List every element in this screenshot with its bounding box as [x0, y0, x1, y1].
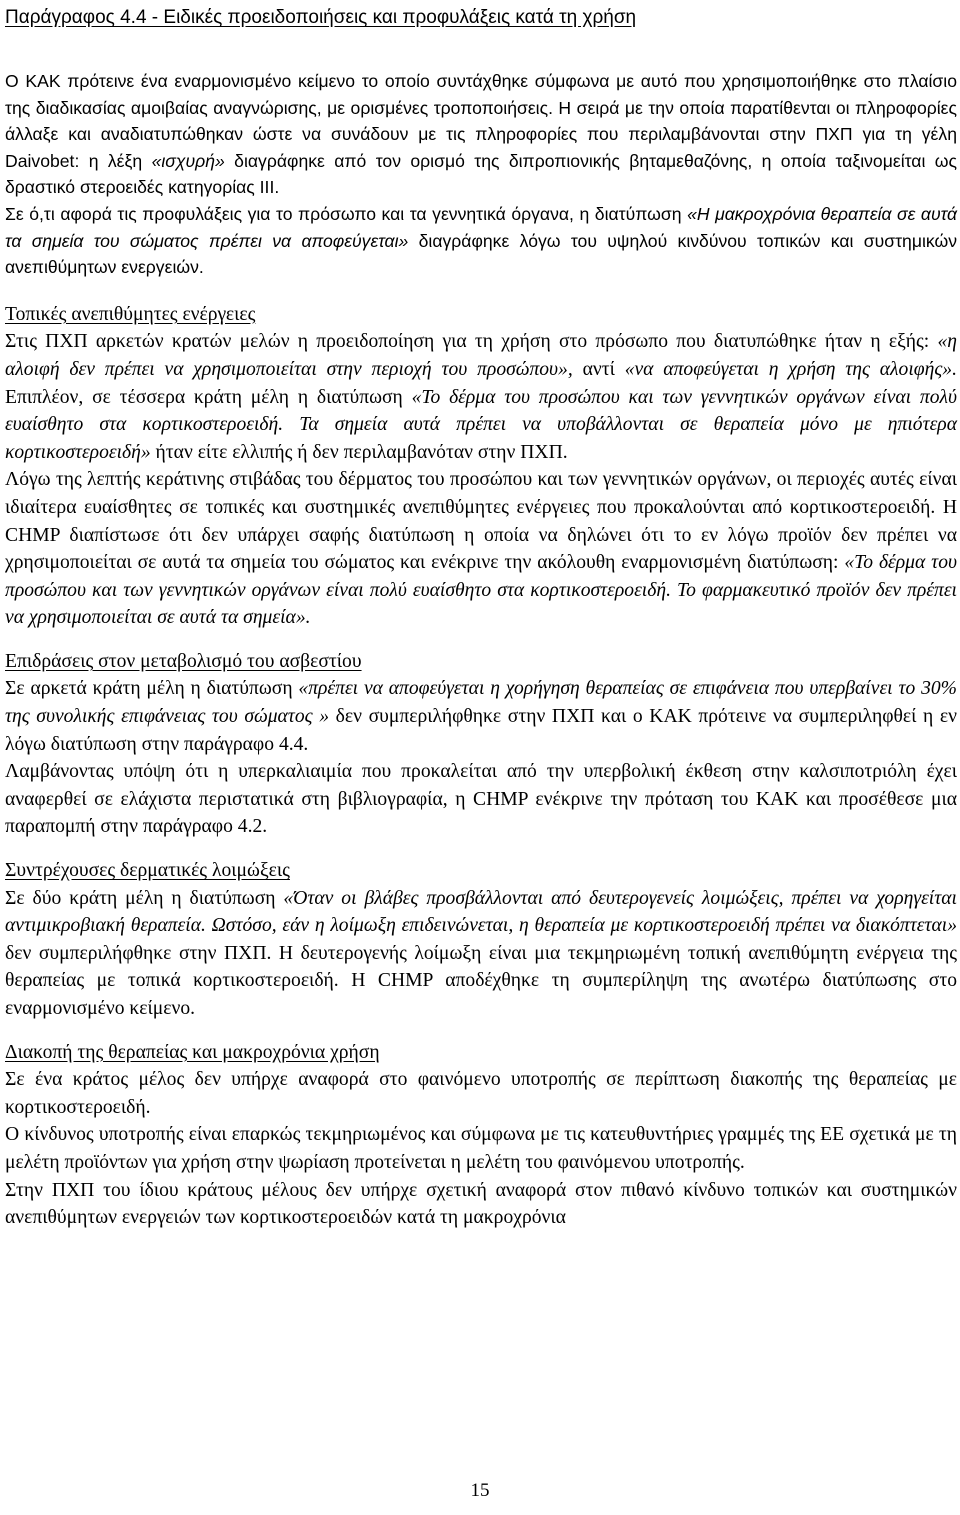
subsection-title-discontinuation: Διακοπή της θεραπείας και μακροχρόνια χρήση: [5, 1041, 380, 1063]
local-paragraph-1: Στις ΠΧΠ αρκετών κρατών μελών η προειδοποίηση για τη χρήση στο πρόσωπο που διατυπώθηκε ήταν η εξής: «η αλοιφή δεν πρέπει να χρησιμοποιείται στην περιοχή του προσώπου», αντί «να αποφεύγεται η χρήση της αλοιφής». Επιπλέον, σε τέσσερα κράτη μέλη η διατύπωση «Το δέρμα του προσώπου και των γεννητικών οργάνων είναι πολύ ευαίσθητο στα κορτικοστεροειδή. Τα σημεία αυτά πρέπει να υποβάλλονται σε θεραπεία μόνο με ηπιότερα κορτικοστεροειδή» ήταν είτε ελλιπής ή δεν περιλαμβανόταν στην ΠΧΠ.: [5, 331, 957, 463]
discontinuation-paragraph-2: Ο κίνδυνος υποτροπής είναι επαρκώς τεκμηριωμένος και σύμφωνα με τις κατευθυντήριες γραμμές της ΕΕ σχετικά με τη μελέτη προϊόντων για χρήση στην ψωρίαση προτείνεται η μελέτη του φαινόμενου υποτροπής.: [5, 1124, 957, 1173]
calcium-paragraph-2: Λαμβάνοντας υπόψη ότι η υπερκαλιαιμία που προκαλείται από την υπερβολική έκθεση στην καλσιποτριόλη έχει αναφερθεί σε ελάχιστα περιστατικά στη βιβλιογραφία, η CHMP ενέκρινε την πρόταση του ΚΑΚ και προσέθεσε μια παραπομπή στην παράγραφο 4.2.: [5, 761, 957, 838]
infections-paragraph-1: Σε δύο κράτη μέλη η διατύπωση «Όταν οι βλάβες προσβάλλονται από δευτερογενείς λοιμώξεις, πρέπει να χορηγείται αντιμικροβιακή θεραπεία. Ωστόσο, εάν η λοίμωξη επιδεινώνεται, η θεραπεία με κορτικοστεροειδή πρέπει να διακόπτεται» δεν συμπεριλήφθηκε στην ΠΧΠ. Η δευτερογενής λοίμωξη είναι μια τεκμηριωμένη τοπική ανεπιθύμητη ενέργεια της θεραπείας με τοπικά κορτικοστεροειδή. Η CHMP αποδέχθηκε τη συμπερίληψη της ανωτέρω διατύπωσης στο εναρμονισμένο κείμενο.: [5, 887, 957, 1019]
discontinuation-paragraph-1: Σε ένα κράτος μέλος δεν υπήρχε αναφορά στο φαινόμενο υποτροπής σε περίπτωση διακοπής της θεραπείας με κορτικοστεροειδή.: [5, 1069, 957, 1118]
local-paragraph-2: Λόγω της λεπτής κεράτινης στιβάδας του δέρματος του προσώπου και των γεννητικών οργάνων, οι περιοχές αυτές είναι ιδιαίτερα ευαίσθητες σε τοπικές και συστημικές ανεπιθύμητες ενέργειες που προκαλούνται από κορτικοστεροειδή. Η CHMP διαπίστωσε ότι δεν υπάρχει σαφής διατύπωση η οποία να δηλώνει ότι το εν λόγω προϊόν δεν πρέπει να χρησιμοποιείται σε αυτά τα σημεία του σώματος και ενέκρινε την ακόλουθη εναρμονισμένη διατύπωση: «Το δέρμα του προσώπου και των γεννητικών οργάνων είναι πολύ ευαίσθητο στα κορτικοστεροειδή. Το φαρμακευτικό προϊόν δεν πρέπει να χρησιμοποιείται σε αυτά τα σημεία».: [5, 469, 957, 629]
subsection-title-local-reactions: Τοπικές ανεπιθύμητες ενέργειες: [5, 303, 256, 325]
section-heading: Παράγραφος 4.4 - Ειδικές προειδοποιήσεις και προφυλάξεις κατά τη χρήση: [5, 7, 637, 28]
calcium-paragraph-1: Σε αρκετά κράτη μέλη η διατύπωση «πρέπει να αποφεύγεται η χορήγηση θεραπείας σε επιφάνεια που υπερβαίνει το 30% της συνολικής επιφάνειας του σώματος » δεν συμπεριλήφθηκε στην ΠΧΠ και ο ΚΑΚ πρότεινε να συμπεριληφθεί η εν λόγω διατύπωση στην παράγραφο 4.4.: [5, 678, 957, 755]
subsection-title-infections: Συντρέχουσες δερματικές λοιμώξεις: [5, 860, 290, 882]
discontinuation-paragraph-3: Στην ΠΧΠ του ίδιου κράτους μέλους δεν υπήρχε σχετική αναφορά στον πιθανό κίνδυνο τοπικών και συστημικών ανεπιθύμητων ενεργειών των κορτικοστεροειδών κατά τη μακροχρόνια: [5, 1179, 957, 1229]
document-page: [5, 0, 957, 1232]
intro-paragraph-2: Σε ό,τι αφορά τις προφυλάξεις για το πρόσωπο και τα γεννητικά όργανα, η διατύπωση «Η μακροχρόνια θεραπεία σε αυτά τα σημεία του σώματος πρέπει να αποφεύγεται» διαγράφηκε λόγω του υψηλού κινδύνου τοπικών και συστημικών ανεπιθύμητων ενεργειών.: [5, 203, 958, 278]
page-number: 15: [470, 1480, 490, 1501]
subsection-title-calcium: Επιδράσεις στον μεταβολισμό του ασβεστίου: [5, 650, 362, 672]
intro-paragraph-1: Ο ΚΑΚ πρότεινε ένα εναρμονισμένο κείμενο το οποίο συντάχθηκε σύμφωνα με αυτό που χρησιμοποιήθηκε στο πλαίσιο της διαδικασίας αμοιβαίας αναγνώρισης, με ορισμένες τροποποιήσεις. Η σειρά με την οποία παρατίθενται οι πληροφορίες άλλαξε και αναδιατυπώθηκαν ώστε να συνάδουν με τις πληροφορίες που περιλαμβάνονται στην ΠΧΠ για τη γέλη Daivobet: η λέξη «ισχυρή» διαγράφηκε από τον ορισμό της διπροπιονικής βηταμεθαζόνης, η οποία ταξινομείται ως δραστικό στεροειδές κατηγορίας ΙΙΙ.: [5, 71, 957, 198]
